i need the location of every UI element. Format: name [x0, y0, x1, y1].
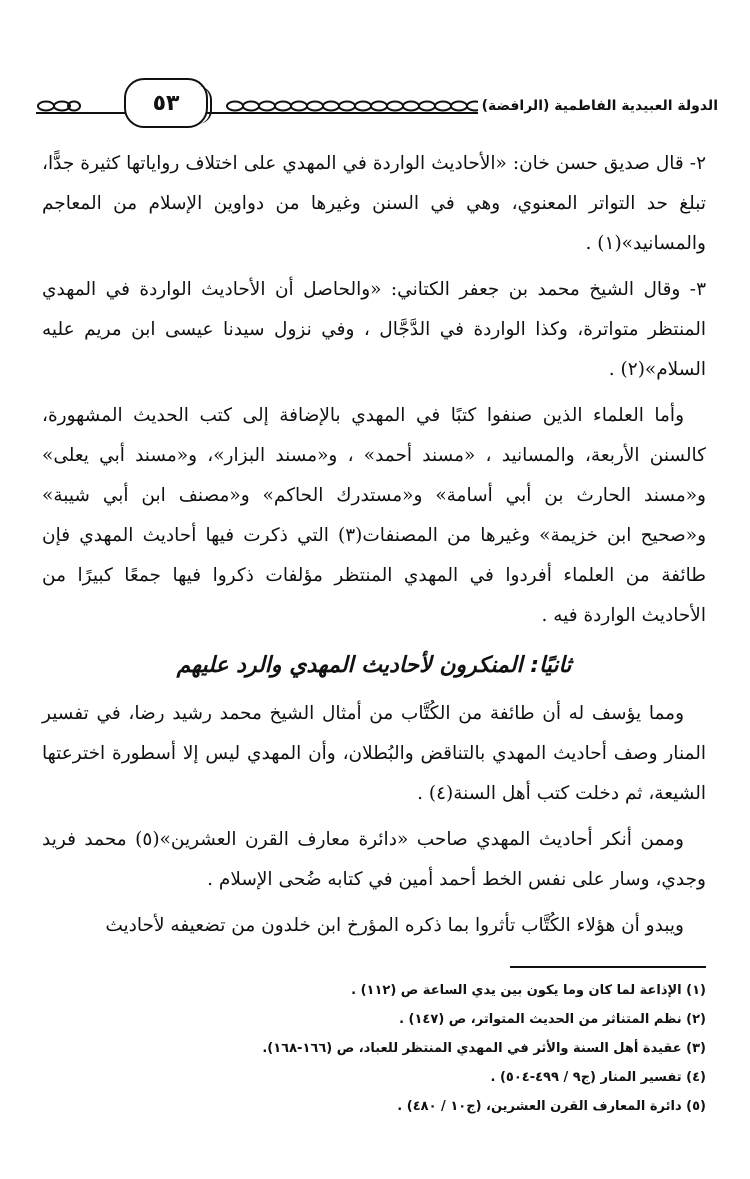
main-text	[42, 144, 706, 952]
footnote-4: (٤) تفسير المنار (ج٩ / ٤٩٩-٥٠٤) .	[490, 1070, 706, 1085]
paragraph-3: وأما العلماء الذين صنفوا كتبًا في المهدي بالإضافة إلى كتب الحديث المشهورة، كالسنن الأربعة، والمسانيد ، «مسند أحمد» ، و«مسند البزار»، و«مسند أبي يعلى» و«مسند الحارث بن أبي أسامة» و«مستدرك الحاكم» و«مصنف ابن أبي شيبة» و«صحيح ابن خزيمة» وغيرها من المصنفات(٣) التي ذكرت فيها أحاديث المهدي فإن طائفة من العلماء أفردوا في المهدي المنتظر مؤلفات ذكروا فيها جمعًا كبيرًا من الأحاديث الواردة فيه .	[42, 405, 707, 626]
ornament-chain-short	[36, 100, 82, 112]
paragraph-5: وممن أنكر أحاديث المهدي صاحب «دائرة معارف القرن العشرين»(٥) محمد فريد وجدي، وسار على نفس الخط أحمد أمين في كتابه ضُحى الإسلام .	[42, 829, 706, 890]
page-number: ٥٣	[152, 90, 180, 116]
paragraph-6: ويبدو أن هؤلاء الكُتَّاب تأثروا بما ذكره المؤرخ ابن خلدون من تضعيفه لأحاديث	[105, 915, 684, 936]
paragraph-2: ٣- وقال الشيخ محمد بن جعفر الكتاني: «والحاصل أن الأحاديث الواردة في المهدي المنتظر متواترة، وكذا الواردة في الدَّجَّال ، وفي نزول سيدنا عيسى ابن مريم عليه السلام»(٢) .	[42, 279, 706, 380]
footnote-3: (٣) عقيدة أهل السنة والأثر في المهدي المنتظر للعباد، ص (١٦٦-١٦٨).	[262, 1041, 706, 1056]
section-heading: ثانيًا: المنكرون لأحاديث المهدي والرد عليهم	[176, 653, 572, 678]
footnotes	[42, 976, 706, 1121]
page-header	[36, 70, 718, 140]
running-title: الدولة العبيدية الفاطمية (الرافضة)	[478, 98, 718, 114]
footnote-rule	[510, 966, 706, 968]
footnote-2: (٢) نظم المتناثر من الحديث المتواتر، ص (١٤٧) .	[399, 1012, 706, 1027]
page-number-frame	[124, 78, 208, 128]
paragraph-1: ٢- قال صديق حسن خان: «الأحاديث الواردة في المهدي على اختلاف رواياتها كثيرة جدًّا، تبلغ حد التواتر المعنوي، وهي في السنن وغيرها من دواوين الإسلام من المعاجم والمسانيد»(١) .	[42, 153, 706, 254]
footnote-5: (٥) دائرة المعارف القرن العشرين، (ج١٠ / ٤٨٠) .	[397, 1099, 706, 1114]
footnote-1: (١) الإذاعة لما كان وما يكون بين يدي الساعة ص (١١٢) .	[351, 983, 706, 998]
paragraph-4: ومما يؤسف له أن طائفة من الكُتَّاب من أمثال الشيخ محمد رشيد رضا، في تفسير المنار وصف أحاديث المهدي بالتناقض والبُطلان، وأن المهدي ليس إلا أسطورة اخترعتها الشيعة، ثم دخلت كتب أهل السنة(٤) .	[42, 703, 706, 804]
